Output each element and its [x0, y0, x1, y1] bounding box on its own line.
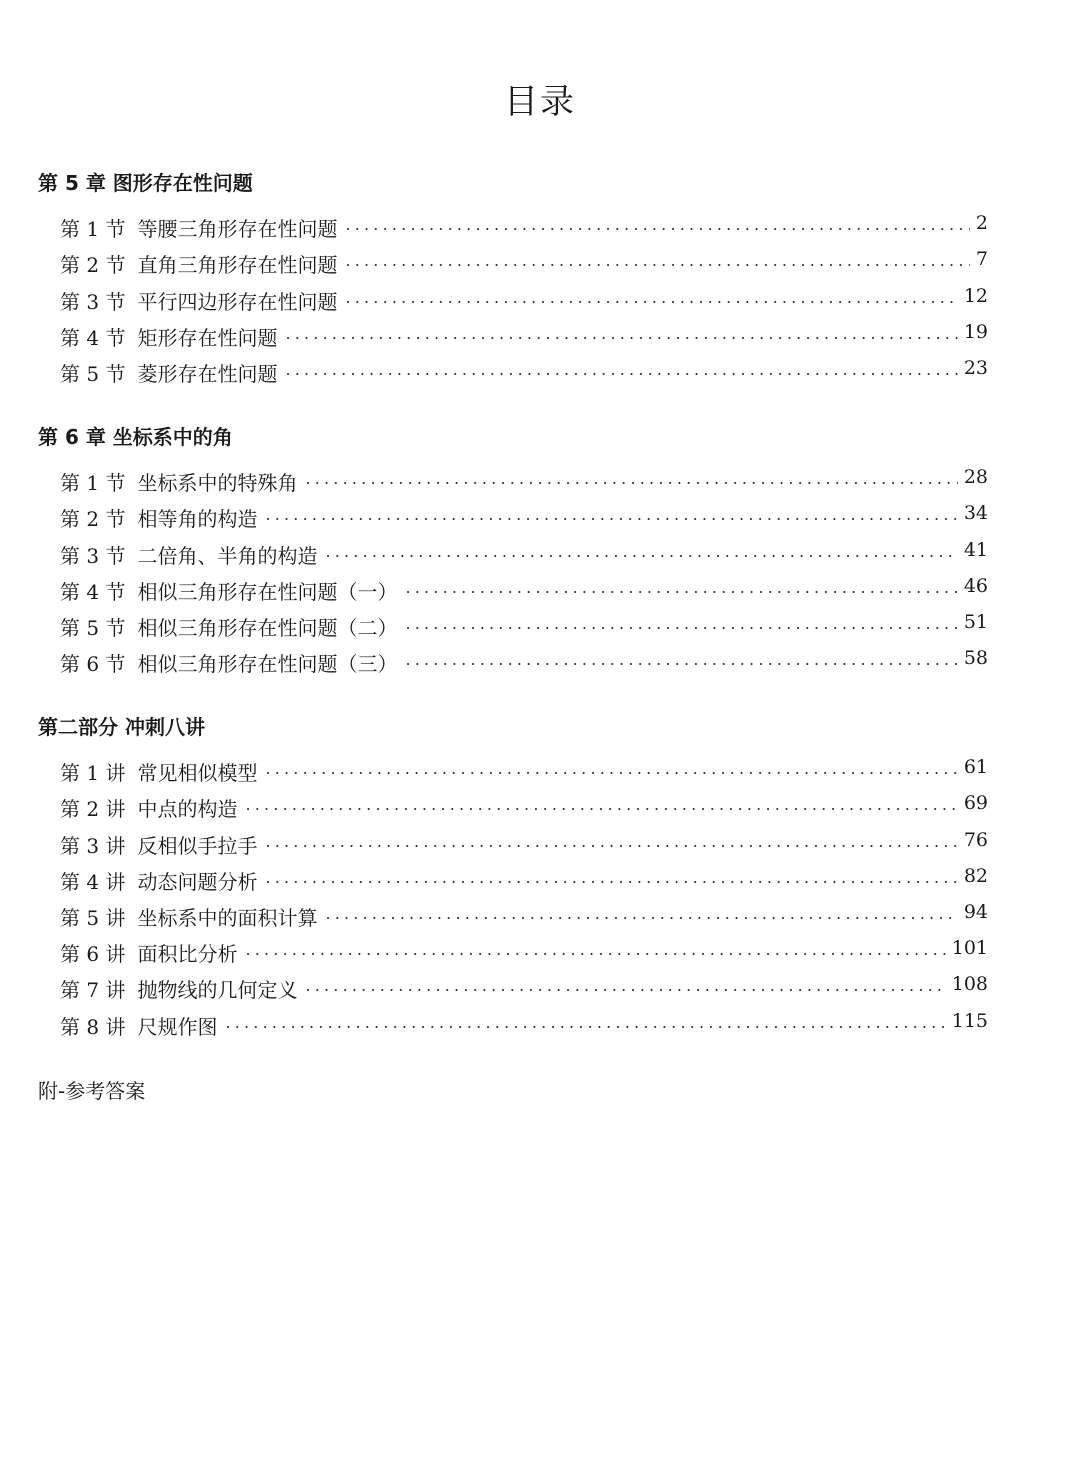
entry-page-number: 69 — [963, 792, 988, 815]
page-title: 目录 — [504, 82, 576, 122]
entry-number: 第 4 节 — [60, 579, 126, 604]
entry-number: 第 2 节 — [60, 253, 126, 278]
toc-entry[interactable] — [38, 859, 988, 895]
chapter-heading: 第 6 章 坐标系中的角 — [38, 425, 233, 449]
dot-leader — [285, 357, 957, 383]
chapter-heading: 第 5 章 图形存在性问题 — [38, 171, 253, 195]
chapter-heading: 第二部分 冲刺八讲 — [38, 715, 205, 739]
toc-entry[interactable] — [38, 278, 988, 314]
entry-title: 面积比分析 — [137, 942, 238, 967]
dot-leader — [245, 937, 945, 963]
dot-leader — [265, 865, 957, 891]
entry-number: 第 1 节 — [60, 471, 126, 496]
entry-title: 坐标系中的面积计算 — [137, 905, 318, 930]
entry-number: 第 5 节 — [60, 615, 126, 640]
entry-number: 第 3 讲 — [60, 833, 126, 858]
toc-entry[interactable] — [38, 460, 988, 496]
dot-leader — [405, 647, 957, 673]
entry-title: 抛物线的几何定义 — [137, 978, 298, 1003]
toc-entry[interactable] — [38, 786, 988, 822]
toc-entry[interactable] — [38, 641, 988, 677]
entry-page-number: 34 — [963, 502, 988, 525]
entry-title: 相似三角形存在性问题（一） — [137, 579, 398, 604]
entry-title: 反相似手拉手 — [137, 833, 258, 858]
entry-number: 第 3 节 — [60, 289, 126, 314]
entry-title: 常见相似模型 — [137, 761, 258, 786]
dot-leader — [265, 502, 957, 528]
entry-page-number: 115 — [951, 1009, 988, 1032]
entry-page-number: 46 — [963, 574, 988, 597]
dot-leader — [305, 466, 957, 492]
dot-leader — [345, 248, 969, 274]
dot-leader — [265, 829, 957, 855]
dot-leader — [345, 285, 957, 311]
entry-title: 相似三角形存在性问题（三） — [137, 652, 398, 677]
entry-page-number: 108 — [951, 973, 988, 996]
entry-title: 菱形存在性问题 — [137, 361, 278, 386]
entry-number: 第 4 节 — [60, 325, 126, 350]
entry-page-number: 94 — [963, 900, 988, 923]
entry-number: 第 7 讲 — [60, 978, 126, 1003]
toc-entry[interactable] — [38, 931, 988, 967]
toc-entry[interactable] — [38, 1003, 988, 1039]
entry-number: 第 5 节 — [60, 361, 126, 386]
entry-title: 平行四边形存在性问题 — [137, 289, 338, 314]
entry-number: 第 6 节 — [60, 652, 126, 677]
entry-page-number: 76 — [963, 828, 988, 851]
toc-entry[interactable] — [38, 206, 988, 242]
entry-title: 相似三角形存在性问题（二） — [137, 615, 398, 640]
entry-page-number: 101 — [951, 937, 988, 960]
entry-title: 等腰三角形存在性问题 — [137, 217, 338, 242]
entry-title: 直角三角形存在性问题 — [137, 253, 338, 278]
entry-page-number: 61 — [963, 756, 988, 779]
entry-page-number: 82 — [963, 864, 988, 887]
chapter-5-section — [38, 170, 988, 387]
entry-page-number: 23 — [963, 356, 988, 379]
dot-leader — [405, 575, 957, 601]
entry-number: 第 6 讲 — [60, 942, 126, 967]
toc-entry[interactable] — [38, 569, 988, 605]
entry-number: 第 8 讲 — [60, 1014, 126, 1039]
chapter-6-section — [38, 424, 988, 677]
toc-entry[interactable] — [38, 351, 988, 387]
entry-page-number: 7 — [975, 248, 988, 271]
entry-page-number: 58 — [963, 647, 988, 670]
appendix-link[interactable]: 附-参考答案 — [38, 1079, 146, 1103]
dot-leader — [305, 973, 945, 999]
dot-leader — [405, 611, 957, 637]
entry-page-number: 41 — [963, 538, 988, 561]
toc-entry[interactable] — [38, 315, 988, 351]
entry-number: 第 5 讲 — [60, 905, 126, 930]
toc-entry[interactable] — [38, 967, 988, 1003]
dot-leader — [325, 901, 957, 927]
dot-leader — [245, 792, 957, 818]
entry-title: 尺规作图 — [137, 1014, 218, 1039]
toc-entry[interactable] — [38, 750, 988, 786]
entry-number: 第 1 节 — [60, 217, 126, 242]
entry-title: 中点的构造 — [137, 797, 238, 822]
toc-entry[interactable] — [38, 605, 988, 641]
entry-title: 相等角的构造 — [137, 507, 258, 532]
toc-entry[interactable] — [38, 532, 988, 568]
dot-leader — [285, 321, 957, 347]
entry-number: 第 1 讲 — [60, 761, 126, 786]
entry-title: 坐标系中的特殊角 — [137, 471, 298, 496]
toc-entry[interactable] — [38, 242, 988, 278]
entry-title: 矩形存在性问题 — [137, 325, 278, 350]
entry-page-number: 28 — [963, 466, 988, 489]
dot-leader — [345, 212, 969, 238]
entry-number: 第 2 节 — [60, 507, 126, 532]
entry-title: 动态问题分析 — [137, 869, 258, 894]
entry-number: 第 2 讲 — [60, 797, 126, 822]
entry-title: 二倍角、半角的构造 — [137, 543, 318, 568]
dot-leader — [325, 539, 957, 565]
entry-page-number: 2 — [975, 212, 988, 235]
toc-entry[interactable] — [38, 895, 988, 931]
entry-number: 第 4 讲 — [60, 869, 126, 894]
entry-page-number: 51 — [963, 610, 988, 633]
dot-leader — [265, 756, 957, 782]
entry-number: 第 3 节 — [60, 543, 126, 568]
dot-leader — [225, 1010, 945, 1036]
toc-entry[interactable] — [38, 822, 988, 858]
toc-entry[interactable] — [38, 496, 988, 532]
entry-page-number: 12 — [963, 284, 988, 307]
part-2-section — [38, 714, 988, 1040]
entry-page-number: 19 — [963, 320, 988, 343]
